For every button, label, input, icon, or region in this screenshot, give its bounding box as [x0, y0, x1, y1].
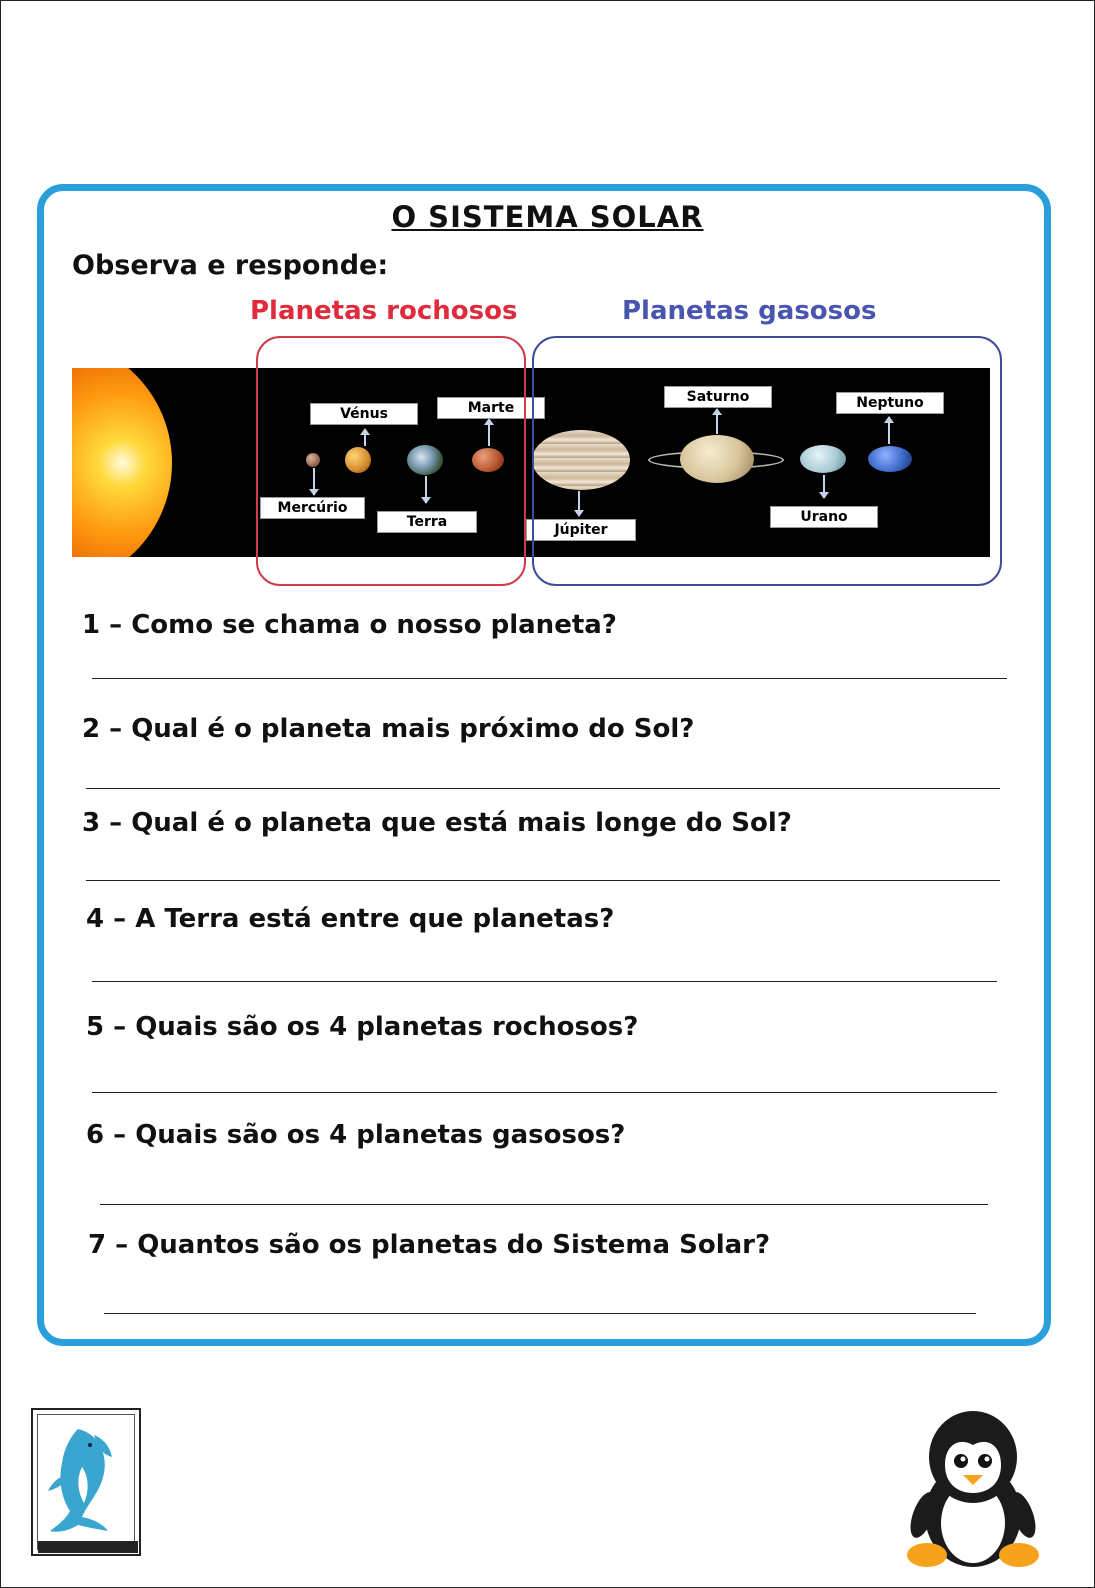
planet-label-venus: Vénus — [310, 403, 418, 425]
question-1: 1 – Como se chama o nosso planeta? — [82, 610, 617, 640]
sun-icon — [72, 368, 172, 557]
planet-label-mercurio: Mercúrio — [260, 497, 365, 519]
planet-label-neptuno: Neptuno — [836, 392, 944, 414]
instruction-text: Observa e responde: — [72, 250, 389, 281]
answer-line-1[interactable] — [92, 678, 1007, 679]
worksheet-title: O SISTEMA SOLAR — [391, 200, 704, 234]
question-5: 5 – Quais são os 4 planetas rochosos? — [86, 1012, 639, 1042]
penguin-icon — [905, 1405, 1041, 1570]
question-4: 4 – A Terra está entre que planetas? — [86, 904, 615, 934]
question-3: 3 – Qual é o planeta que está mais longe do Sol? — [82, 808, 792, 838]
gas-planets-label: Planetas gasosos — [622, 296, 877, 326]
gas-planets-box — [532, 336, 1002, 586]
planet-label-urano: Urano — [770, 506, 878, 528]
planet-label-terra: Terra — [377, 511, 477, 533]
planet-label-jupiter: Júpiter — [526, 519, 636, 541]
rocky-planets-label: Planetas rochosos — [250, 296, 518, 326]
shark-logo-icon — [31, 1408, 141, 1556]
answer-line-5[interactable] — [92, 1092, 997, 1093]
answer-line-2[interactable] — [86, 788, 1000, 789]
answer-line-6[interactable] — [100, 1204, 988, 1205]
planet-label-saturno: Saturno — [664, 386, 772, 408]
answer-line-7[interactable] — [104, 1313, 976, 1314]
question-6: 6 – Quais são os 4 planetas gasosos? — [86, 1120, 626, 1150]
answer-line-3[interactable] — [86, 880, 1000, 881]
question-7: 7 – Quantos são os planetas do Sistema Solar? — [88, 1230, 771, 1260]
planet-label-marte: Marte — [437, 397, 545, 419]
question-2: 2 – Qual é o planeta mais próximo do Sol? — [82, 714, 695, 744]
rocky-planets-box — [256, 336, 526, 586]
answer-line-4[interactable] — [92, 981, 997, 982]
